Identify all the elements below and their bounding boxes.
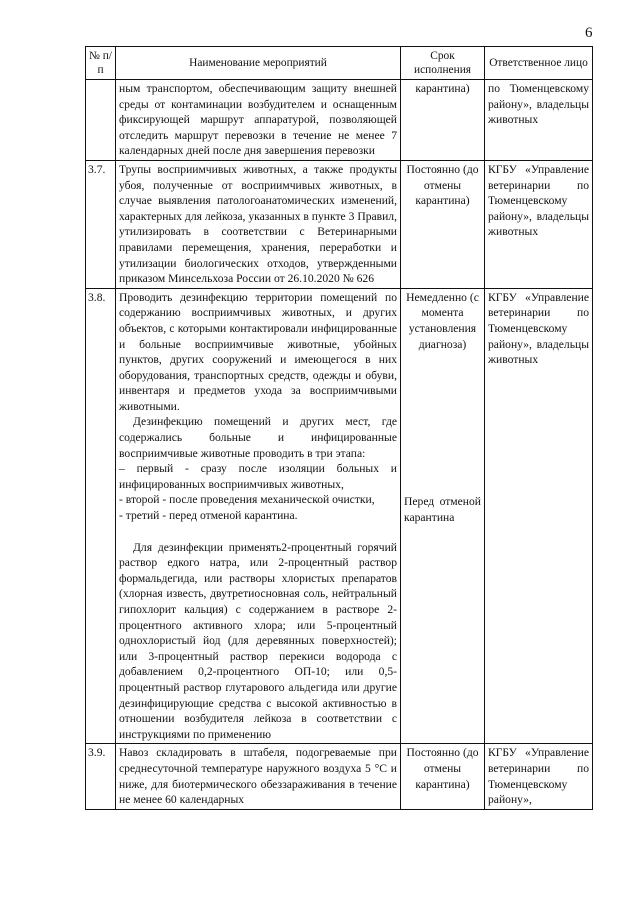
table-row <box>86 80 593 161</box>
header-responsible: Ответственное лицо <box>485 47 593 80</box>
page-number: 6 <box>585 25 593 41</box>
activity-paragraph: Дезинфекцию помещений и других мест, где содержались больные и инфицированные восприимчивые животные проводить в три этапа: <box>119 415 397 460</box>
measures-table <box>85 46 593 810</box>
row-term: Постоянно (до отмены карантина) <box>401 160 485 288</box>
row-num: 3.9. <box>86 744 116 809</box>
activity-paragraph: - второй - после проведения механической очистки, <box>119 493 375 507</box>
row-responsible: по Тюменцевскому району», владельцы животных <box>485 80 593 161</box>
row-num: 3.8. <box>86 288 116 744</box>
row-responsible: КГБУ «Управление ветеринарии по Тюменцевскому району», владельцы животных <box>485 288 593 744</box>
row-activity <box>116 288 401 744</box>
activity-paragraph: Проводить дезинфекцию территории помещений по содержанию восприимчивых животных, и других объектов, с которыми контактировали инфицированные и больные восприимчивые животные, убойных пунктов, других сооружений и имеющегося в них оборудования, транспортных средств, одежды и обуви, инвентаря и предметов ухода за восприимчивыми животными. <box>119 290 397 413</box>
row-term: Постоянно (до отмены карантина) <box>401 744 485 809</box>
header-term: Срок исполнения <box>401 47 485 80</box>
row-num: 3.7. <box>86 160 116 288</box>
row-activity: ным транспортом, обеспечивающим защиту внешней среды от контаминации возбудителем и оснащенным фиксирующей маршрут аппаратурой, позволяющей отследить маршрут перевозки в течение не менее 7 календарных дней после дня завершения перевозки <box>116 80 401 161</box>
table-row <box>86 160 593 288</box>
row-term-first: Немедленно (с момента установления диагноза) <box>406 290 479 351</box>
activity-paragraph: Для дезинфекции применять2-процентный горячий раствор едкого натра, или 2-процентный раствор формальдегида, или растворы хлористых препаратов (хлорная известь, двутретиосновная соль, нейтральный гипохлорит кальция) с содержанием в растворе 2-процентного активного хлора; или 5-процентный однохлористый йод (для деревянных поверхностей); или 3-процентный раствор перекиси водорода с добавлением 0,2-процентного ОП-10; или 0,5-процентный раствор глутарового альдегида или другие дезинфицирующие средства с высокой активностью в отношении возбудителя лейкоза в соответствии с инструкциями по применению <box>119 540 397 741</box>
row-activity: Трупы восприимчивых животных, а также продукты убоя, полученные от восприимчивых животных, в случае выявления патологоанатомических изменений, характерных для лейкоза, указанных в пункте 3 Правил, утилизировать в соответствии с Ветеринарными правилами перемещения, хранения, переработки и утилизации биологических отходов, утвержденными приказом Минсельхоза России от 26.10.2020 № 626 <box>116 160 401 288</box>
activity-paragraph: - третий - перед отменой карантина. <box>119 509 298 523</box>
header-activity: Наименование мероприятий <box>116 47 401 80</box>
activity-paragraph: – первый - сразу после изоляции больных и инфицированных восприимчивых животных, <box>119 462 397 491</box>
row-responsible: КГБУ «Управление ветеринарии по Тюменцевскому району», <box>485 744 593 809</box>
row-term <box>401 288 485 744</box>
row-num <box>86 80 116 161</box>
row-term: карантина) <box>401 80 485 161</box>
row-activity: Навоз складировать в штабеля, подогреваемые при среднесуточной температуре наружного воздуха 5 °С и ниже, для биотермического обеззараживания в течение не менее 60 календарных <box>116 744 401 809</box>
table-row <box>86 288 593 744</box>
row-term-second: Перед отменой карантина <box>404 495 481 524</box>
header-num: № п/п <box>86 47 116 80</box>
table-header-row <box>86 47 593 80</box>
table-row <box>86 744 593 809</box>
row-responsible: КГБУ «Управление ветеринарии по Тюменцевскому району», владельцы животных <box>485 160 593 288</box>
